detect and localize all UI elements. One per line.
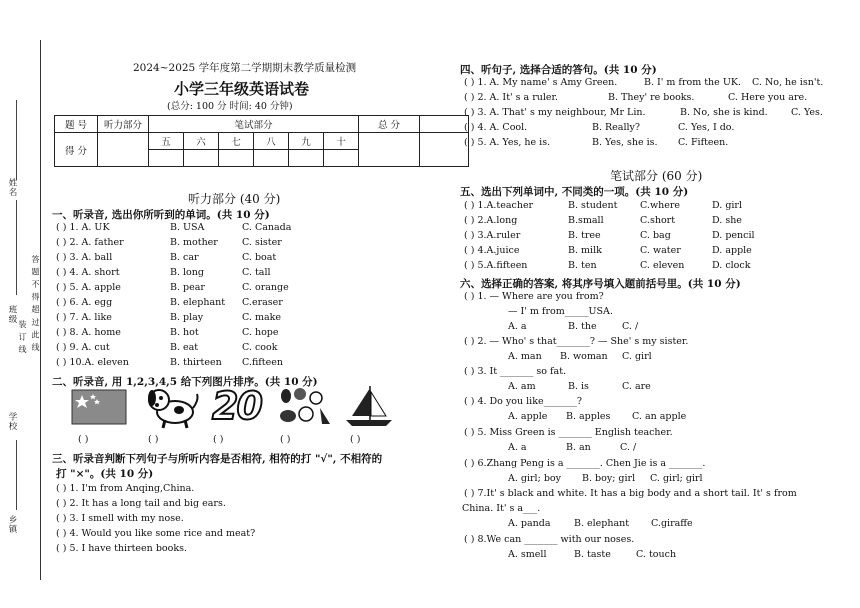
score-table-blank	[420, 116, 469, 133]
score-table	[54, 115, 469, 167]
question-text: ( ) 7. A. like	[56, 312, 112, 323]
option-c: C.giraffe	[651, 518, 693, 529]
question-text: ( ) 1. A. UK	[56, 222, 110, 233]
answer-blank[interactable]: ( )	[148, 434, 159, 445]
listening-heading: 听力部分 (40 分)	[188, 192, 281, 206]
score-cell-total[interactable]	[359, 133, 420, 167]
score-table-header-listening: 听力部分	[98, 116, 149, 133]
option-b: B. long	[170, 267, 204, 278]
question-text: ( ) 7.It' s black and white. It has a big body and a short tail. It' s from	[464, 488, 797, 499]
option-c: C.short	[640, 215, 676, 226]
option-b: B. car	[170, 252, 199, 263]
question-text: ( ) 4. A. Cool.	[464, 122, 528, 133]
sailboat-picture	[340, 384, 398, 430]
option-b: B. pear	[170, 282, 205, 293]
exam-title: 小学三年级英语试卷	[174, 80, 310, 98]
section-1-title: 一、听录音, 选出你所听到的单词。(共 10 分)	[52, 209, 270, 221]
option-c: C. Yes, I do.	[678, 122, 735, 133]
option-c: C. bag	[640, 230, 671, 241]
section-6-title: 六、选择正确的答案, 将其序号填入题前括号里。(共 10 分)	[460, 278, 741, 290]
option-b: B. taste	[574, 549, 611, 560]
option-c: C. cook	[242, 342, 278, 353]
question-text: ( ) 6. A. egg	[56, 297, 113, 308]
question-text: ( ) 2. A. father	[56, 237, 124, 248]
answer-blank[interactable]: ( )	[78, 434, 89, 445]
score-cell[interactable]	[324, 150, 359, 167]
score-cell[interactable]	[254, 150, 289, 167]
option-c: C.eraser	[242, 297, 283, 308]
option-c: C. water	[640, 245, 681, 256]
question-text: ( ) 1.A.teacher	[464, 200, 534, 211]
option-c: C. girl; girl	[650, 473, 703, 484]
option-c: C. an apple	[632, 411, 687, 422]
dog-picture	[143, 384, 201, 430]
score-col-num: 十	[324, 133, 359, 150]
section-3-title: 三、听录音判断下列句子与所听内容是否相符, 相符的打 "√", 不相符的	[52, 453, 383, 465]
option-c: C. touch	[636, 549, 677, 560]
score-col-num: 七	[219, 133, 254, 150]
question-text: ( ) 8.We can _______ with our noses.	[464, 534, 635, 545]
question-text: ( ) 10.A. eleven	[56, 357, 129, 368]
question-text: ( ) 3. A. That' s my neighbour, Mr Lin.	[464, 107, 646, 118]
question-text: ( ) 6.Zhang Peng is a _______. Chen Jie is a _______.	[464, 458, 706, 469]
score-table-header-total: 总 分	[359, 116, 420, 133]
score-cell[interactable]	[149, 150, 184, 167]
question-text: ( ) 5. A. apple	[56, 282, 121, 293]
question-text: ( ) 1. — Where are you from?	[464, 291, 604, 302]
question-text: ( ) 9. A. cut	[56, 342, 110, 353]
option-c: C. Here you are.	[728, 92, 808, 103]
option-b: B. Really?	[592, 122, 640, 133]
question-text: ( ) 5.A.fifteen	[464, 260, 528, 271]
option-b: B. hot	[170, 327, 199, 338]
flag-picture	[70, 384, 128, 430]
section-3-title-cont: 打 "×"。(共 10 分)	[56, 468, 154, 480]
food-picture	[276, 384, 334, 430]
option-b: B. Yes, she is.	[592, 137, 658, 148]
option-a: A. a	[508, 321, 527, 332]
judgment-item: ( ) 5. I have thirteen books.	[56, 543, 187, 554]
judgment-item: ( ) 4. Would you like some rice and meat?	[56, 528, 256, 539]
option-c: C. Yes.	[791, 107, 823, 118]
answer-blank[interactable]: ( )	[350, 434, 361, 445]
option-c: C. Fifteen.	[678, 137, 729, 148]
section-5-title: 五、选出下列单词中, 不同类的一项。(共 10 分)	[460, 186, 689, 198]
score-cell-blank	[420, 133, 469, 167]
option-b: B. boy; girl	[582, 473, 636, 484]
option-b: B. I' m from the UK.	[644, 77, 741, 88]
number-twenty-text: 20	[212, 384, 261, 428]
option-b: B. mother	[170, 237, 218, 248]
option-d: D. apple	[712, 245, 752, 256]
written-heading: 笔试部分 (60 分)	[610, 169, 703, 183]
option-b: B. elephant	[574, 518, 630, 529]
judgment-item: ( ) 3. I smell with my nose.	[56, 513, 184, 524]
option-d: D. pencil	[712, 230, 755, 241]
option-c: C. hope	[242, 327, 279, 338]
answer-blank[interactable]: ( )	[213, 434, 224, 445]
name-label: 姓名	[7, 178, 17, 197]
option-a: A. smell	[508, 549, 547, 560]
option-c: C. No, he isn't.	[752, 77, 824, 88]
answer-blank[interactable]: ( )	[280, 434, 291, 445]
option-a: A. man	[508, 351, 542, 362]
option-c: C. boat	[242, 252, 277, 263]
option-a: A. apple	[508, 411, 548, 422]
number-twenty-picture	[212, 384, 264, 430]
score-col-num: 六	[184, 133, 219, 150]
option-c: C.where	[640, 200, 680, 211]
option-b: B. student	[568, 200, 618, 211]
option-c: C. girl	[622, 351, 652, 362]
option-b: B. an	[566, 442, 591, 453]
school-label: 学校	[7, 412, 17, 431]
option-d: D. clock	[712, 260, 751, 271]
option-b: B. eat	[170, 342, 199, 353]
town-label: 乡镇	[7, 515, 17, 534]
option-b: B. woman	[560, 351, 608, 362]
question-text: ( ) 2.A.long	[464, 215, 518, 226]
option-a: A. panda	[508, 518, 551, 529]
judgment-item: ( ) 2. It has a long tail and big ears.	[56, 498, 226, 509]
option-c: C. /	[622, 321, 639, 332]
warning-text: 答 题 不 得 超 过 此 线	[31, 255, 40, 352]
question-text: ( ) 5. A. Yes, he is.	[464, 137, 551, 148]
question-text: ( ) 2. A. It' s a ruler.	[464, 92, 559, 103]
section-2-title: 二、听录音, 用 1,2,3,4,5 给下列图片排序。(共 10 分)	[52, 376, 318, 388]
question-text: ( ) 2. — Who' s that_______? — She' s my sister.	[464, 336, 689, 347]
question-text: ( ) 5. Miss Green is _______ English teacher.	[464, 427, 673, 438]
score-cell[interactable]	[184, 150, 219, 167]
option-b: B. ten	[568, 260, 597, 271]
option-b: B. elephant	[170, 297, 226, 308]
option-b: B. No, she is kind.	[680, 107, 768, 118]
question-text: ( ) 3. It _______ so fat.	[464, 366, 567, 377]
option-a: A. girl; boy	[508, 473, 561, 484]
option-a: A. a	[508, 442, 527, 453]
option-c: C. sister	[242, 237, 282, 248]
option-b: B. apples	[566, 411, 611, 422]
option-c: C. tall	[242, 267, 271, 278]
option-c: C. are	[622, 381, 651, 392]
option-c: C.fifteen	[242, 357, 283, 368]
option-c: C. orange	[242, 282, 289, 293]
option-a: A. am	[508, 381, 536, 392]
score-col-num: 五	[149, 133, 184, 150]
option-d: D. girl	[712, 200, 743, 211]
score-table-header-tihao: 题 号	[55, 116, 98, 133]
question-text: ( ) 4. A. short	[56, 267, 120, 278]
option-b: B. the	[568, 321, 597, 332]
score-cell[interactable]	[219, 150, 254, 167]
score-cell[interactable]	[289, 150, 324, 167]
option-b: B. play	[170, 312, 204, 323]
option-b: B.small	[568, 215, 604, 226]
option-b: B. USA	[170, 222, 205, 233]
option-b: B. is	[568, 381, 589, 392]
year-title: 2024~2025 学年度第二学期期末教学质量检测	[133, 62, 357, 74]
option-c: C. make	[242, 312, 282, 323]
question-text: ( ) 1. A. My name' s Amy Green.	[464, 77, 618, 88]
section-4-title: 四、听句子, 选择合适的答句。(共 10 分)	[460, 64, 657, 76]
question-text: ( ) 4.A.juice	[464, 245, 520, 256]
judgment-item: ( ) 1. I'm from Anqing,China.	[56, 483, 195, 494]
cut-marks: 装 订 线	[18, 320, 27, 355]
option-d: D. she	[712, 215, 742, 226]
class-field-line	[16, 200, 17, 295]
option-b: B. They' re books.	[608, 92, 695, 103]
question-text: China. It' s a___.	[462, 503, 541, 514]
class-label: 班级	[7, 305, 17, 324]
exam-meta: (总分: 100 分 时间: 40 分钟)	[167, 101, 293, 112]
question-text: — I' m from_____USA.	[508, 306, 613, 317]
option-c: C. Canada	[242, 222, 292, 233]
score-col-num: 九	[289, 133, 324, 150]
question-text: ( ) 4. Do you like_______?	[464, 396, 582, 407]
option-b: B. thirteen	[170, 357, 222, 368]
question-text: ( ) 3.A.ruler	[464, 230, 521, 241]
option-b: B. milk	[568, 245, 602, 256]
school-field-line	[16, 440, 17, 510]
option-c: C. eleven	[640, 260, 685, 271]
score-cell-listening[interactable]	[98, 133, 149, 167]
name-field-line	[16, 100, 17, 180]
score-table-header-written: 笔试部分	[149, 116, 359, 133]
score-table-row-label: 得 分	[55, 133, 98, 167]
question-text: ( ) 3. A. ball	[56, 252, 113, 263]
option-b: B. tree	[568, 230, 601, 241]
question-text: ( ) 8. A. home	[56, 327, 121, 338]
score-col-num: 八	[254, 133, 289, 150]
option-c: C. /	[620, 442, 637, 453]
